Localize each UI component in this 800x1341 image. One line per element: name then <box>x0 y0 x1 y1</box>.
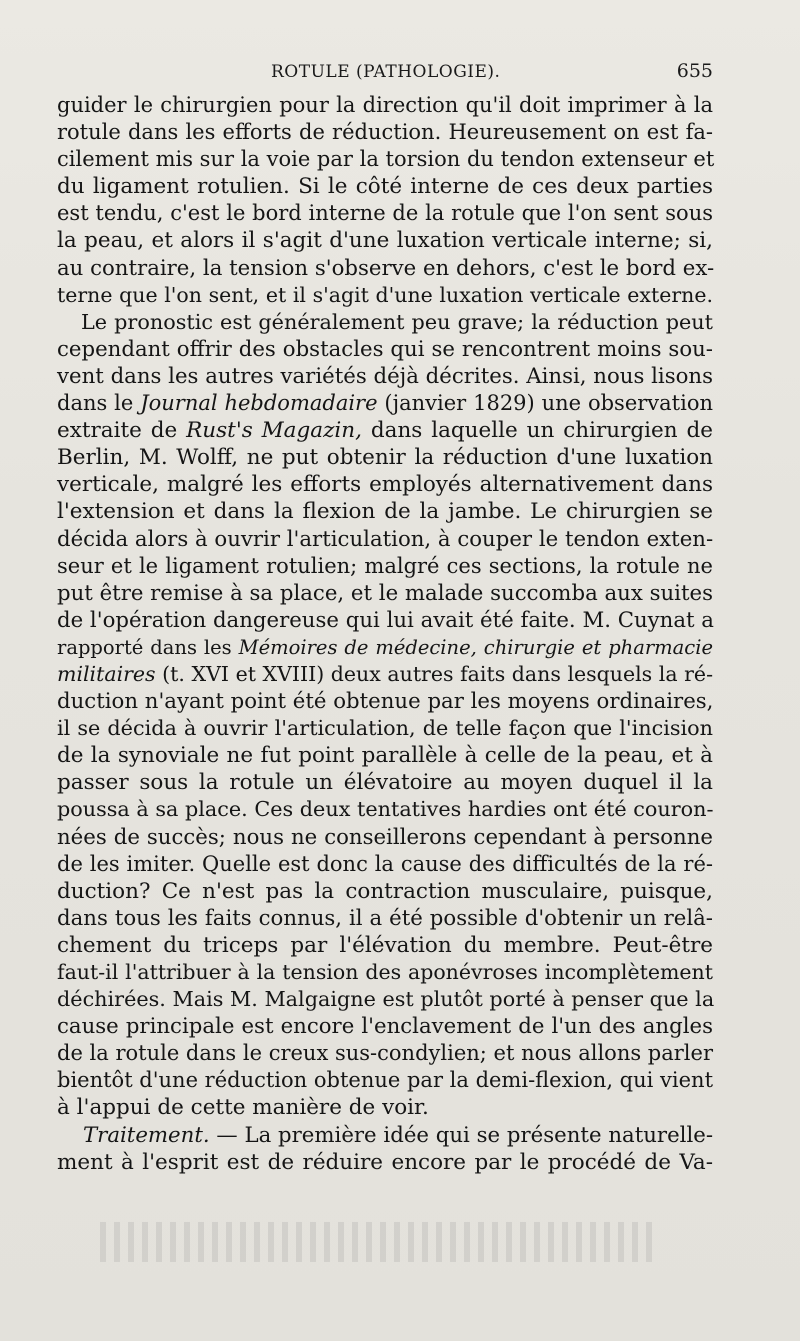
text-line: passer sous la rotule un élévatoire au moyen duquel il la <box>57 770 713 796</box>
text-line: put être remise à sa place, et le malade succomba aux suites <box>57 580 713 606</box>
text-line <box>57 634 713 661</box>
text-line: de la synoviale ne fut point parallèle à celle de la peau, et à <box>57 743 713 769</box>
italic-title: Rust's Magazin, <box>186 418 362 444</box>
text-line: de l'opération dangereuse qui lui avait été faite. M. Cuynat a <box>57 607 714 633</box>
text-line: de les imiter. Quelle est donc la cause des difficultés de la ré- <box>57 851 713 876</box>
text-line: déchirées. Mais M. Malgaigne est plutôt porté à penser que la <box>57 987 715 1012</box>
text-line: rotule dans les efforts de réduction. Heureusement on est fa- <box>57 120 713 145</box>
text-line: au contraire, la tension s'observe en dehors, c'est le bord ex- <box>57 255 715 281</box>
text-line <box>57 390 713 417</box>
text-line: terne que l'on sent, et il s'agit d'une luxation verticale externe. <box>57 282 713 307</box>
text-line: cause principale est encore l'enclavement de l'un des angles <box>57 1014 713 1040</box>
text-line <box>57 417 713 444</box>
text-line: l'extension et dans la flexion de la jambe. Le chirurgien se <box>57 499 713 525</box>
text-line <box>57 1122 713 1149</box>
text-line: duction n'ayant point été obtenue par les moyens ordinaires, <box>57 689 714 715</box>
line-text: (t. XVI et XVIII) deux autres faits dans lesquels la ré- <box>155 661 713 686</box>
text-line: faut-il l'attribuer à la tension des aponévroses incomplètement <box>57 960 713 984</box>
italic-title: Journal hebdomadaire <box>140 391 378 416</box>
text-line: de la rotule dans le creux sus-condylien; et nous allons parler <box>57 1041 713 1066</box>
section-heading: Traitement. <box>83 1122 210 1148</box>
text-line: Berlin, M. Wolff, ne put obtenir la réduction d'une luxation <box>57 445 713 471</box>
text-line: est tendu, c'est le bord interne de la rotule que l'on sent sous <box>57 201 713 226</box>
text-line: cilement mis sur la voie par la torsion du tendon extenseur et <box>57 147 715 172</box>
text-line: à l'appui de cette manière de voir. <box>57 1095 429 1121</box>
text-line: duction? Ce n'est pas la contraction musculaire, puisque, <box>57 878 713 904</box>
text-line: cependant offrir des obstacles qui se rencontrent moins sou- <box>57 336 713 362</box>
text-line: dans tous les faits connus, il a été possible d'obtenir un relâ- <box>57 905 713 931</box>
running-head <box>57 58 713 88</box>
text-line: il se décida à ouvrir l'articulation, de telle façon que l'incision <box>57 716 713 741</box>
text-line: la peau, et alors il s'agit d'une luxation verticale interne; si, <box>57 228 713 254</box>
text-line: ment à l'esprit est de réduire encore par le procédé de Va- <box>57 1149 713 1175</box>
italic-title: militaires <box>57 661 156 686</box>
text-line: chement du triceps par l'élévation du membre. Peut-être <box>57 932 713 958</box>
line-text: dans laquelle un chirurgien de <box>361 418 713 444</box>
line-text: (janvier 1829) une observation <box>377 391 714 416</box>
text-line: nées de succès; nous ne conseillerons cependant à personne <box>57 824 713 850</box>
text-line: bientôt d'une réduction obtenue par la demi-flexion, qui vient <box>57 1068 714 1093</box>
line-text: rapporté dans les <box>57 635 239 659</box>
text-line: guider le chirurgien pour la direction qu'il doit imprimer à la <box>57 93 713 117</box>
text-line: seur et le ligament rotulien; malgré ces sections, la rotule ne <box>57 553 713 578</box>
page-number: 655 <box>676 60 713 82</box>
italic-title: Mémoires de médecine, chirurgie et pharmacie <box>238 635 713 659</box>
line-text: — La première idée qui se présente naturelle- <box>209 1122 713 1148</box>
text-line: vent dans les autres variétés déjà décrites. Ainsi, nous lisons <box>57 363 713 389</box>
text-line: du ligament rotulien. Si le côté interne de ces deux parties <box>57 174 713 200</box>
text-line: Le pronostic est généralement peu grave; la réduction peut <box>81 309 713 334</box>
line-text: extraite de <box>57 418 187 444</box>
body-text <box>57 92 713 1176</box>
line-text: dans le <box>57 391 141 416</box>
text-line: décida alors à ouvrir l'articulation, à couper le tendon exten- <box>57 526 714 552</box>
bleed-through-texture <box>100 1222 660 1262</box>
running-title: ROTULE (PATHOLOGIE). <box>271 62 501 82</box>
text-line: poussa à sa place. Ces deux tentatives hardies ont été couron- <box>57 797 714 822</box>
text-line: verticale, malgré les efforts employés alternativement dans <box>57 472 713 498</box>
text-line <box>57 661 713 688</box>
